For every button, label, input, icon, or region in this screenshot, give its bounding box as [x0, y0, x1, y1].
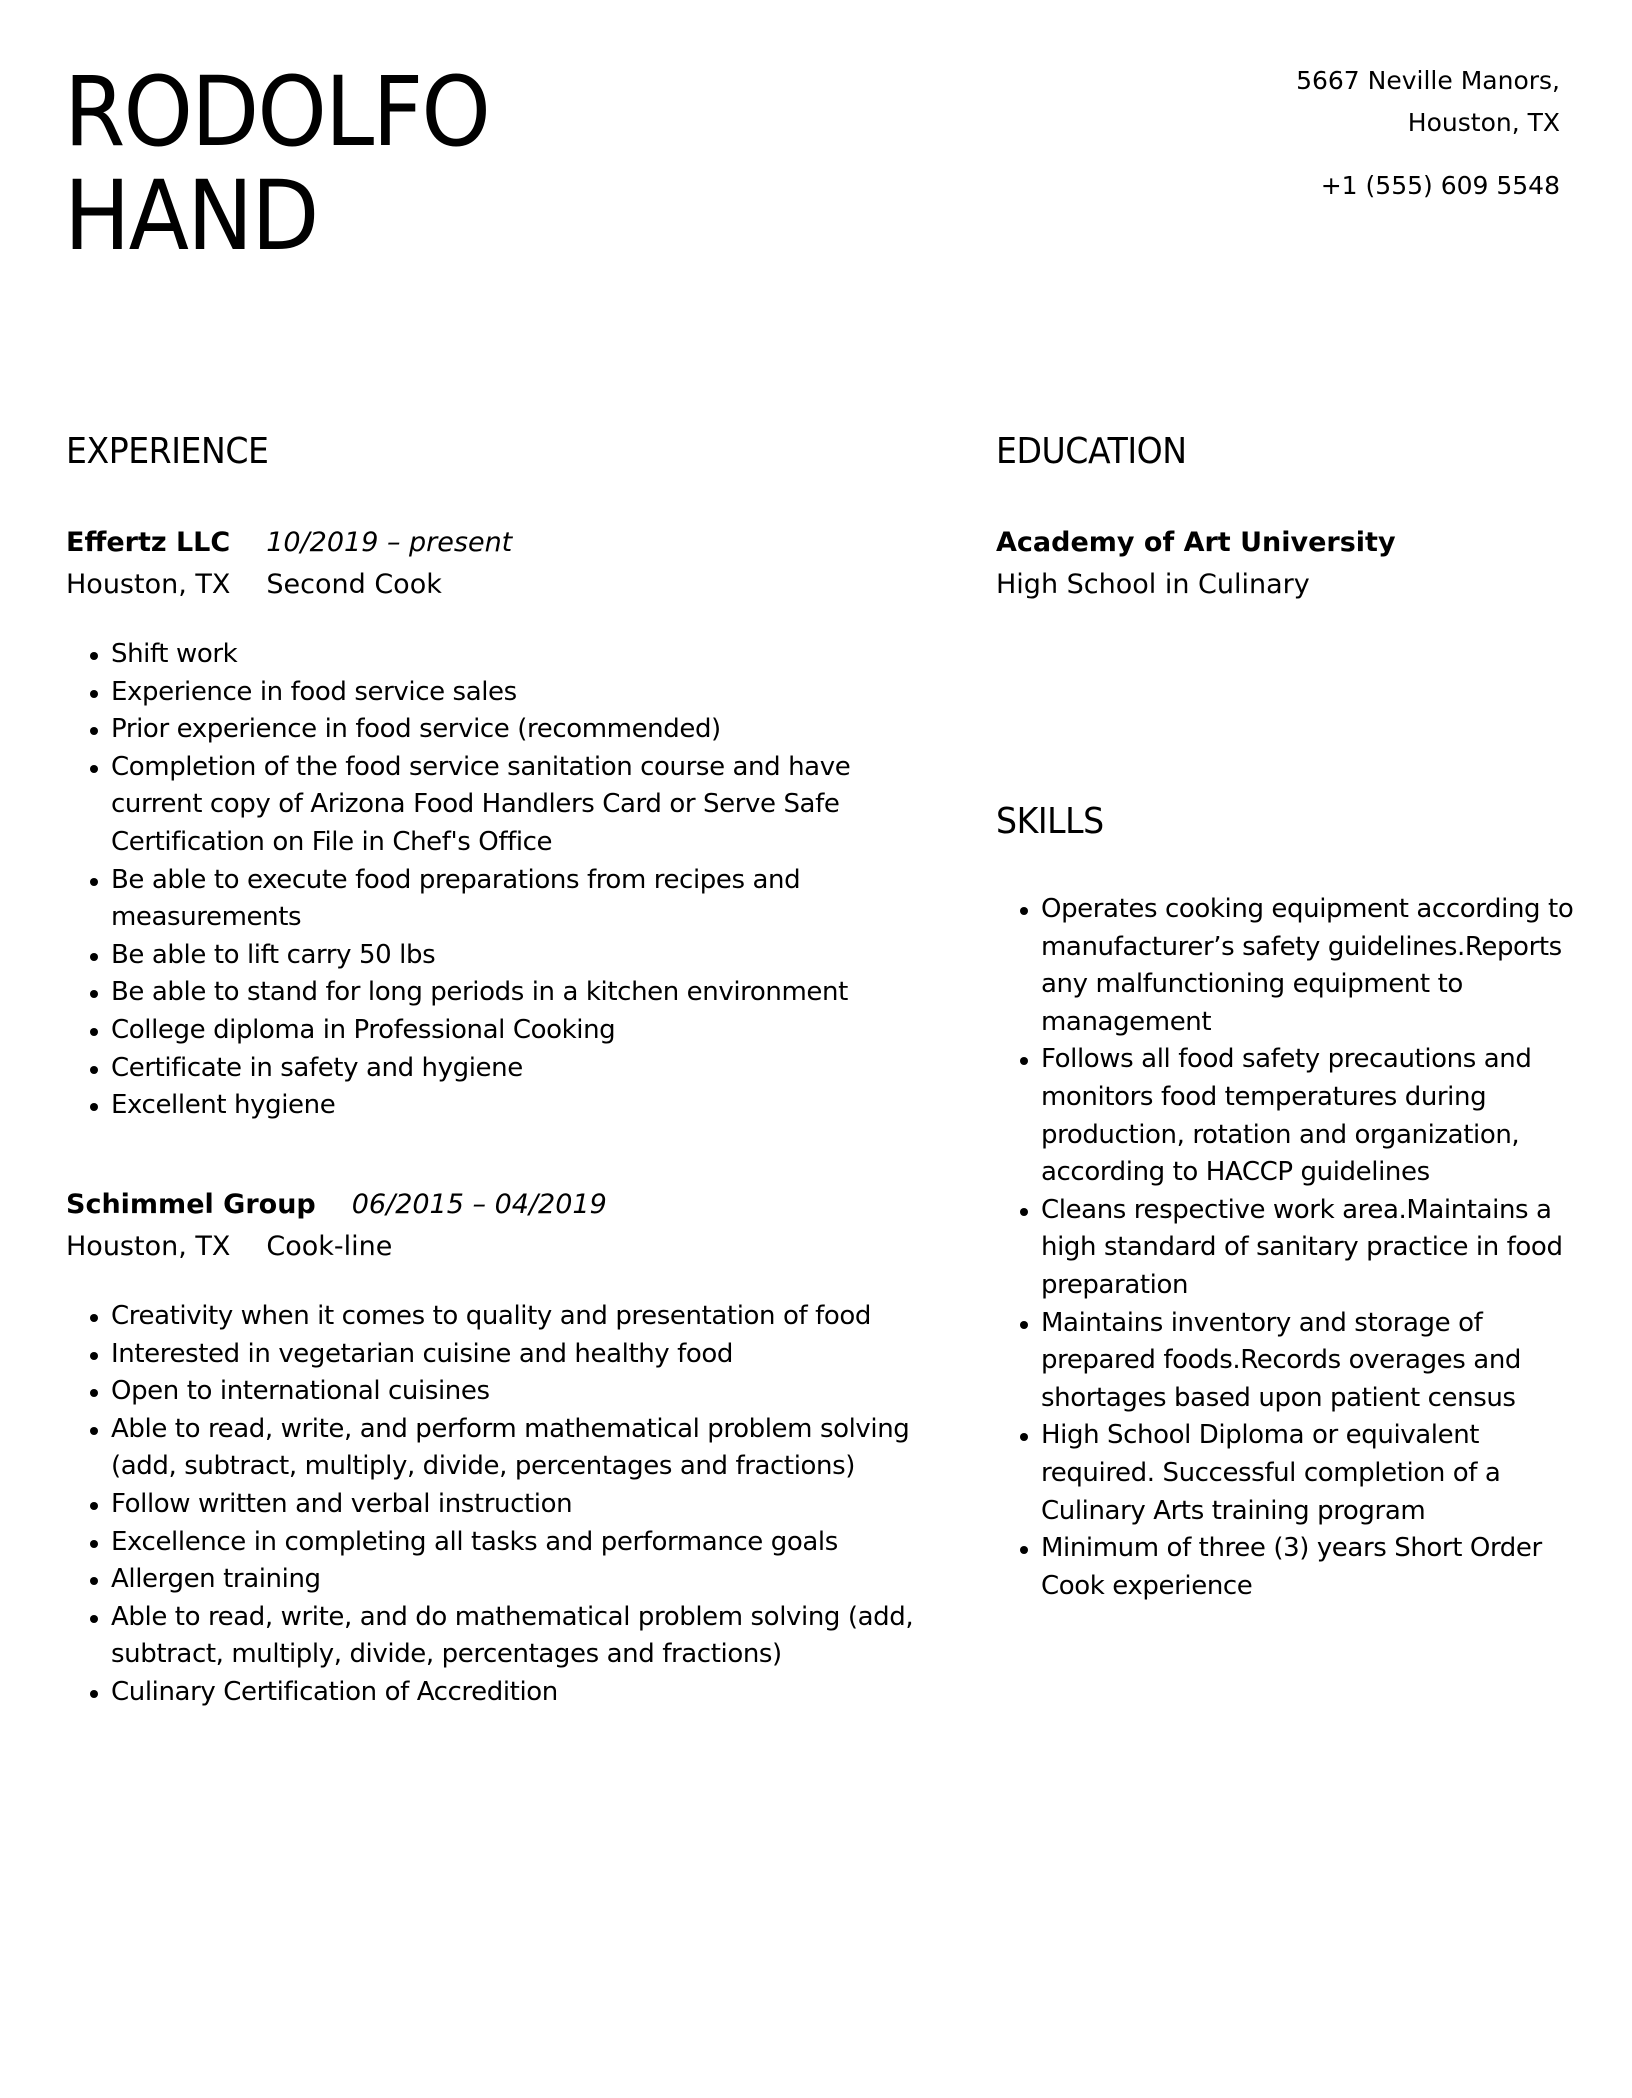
- name-line-last: HAND: [64, 160, 318, 272]
- address-line-1: 5667 Neville Manors,: [1296, 66, 1560, 95]
- education-heading: EDUCATION: [996, 431, 1187, 472]
- job-bullet: Be able to stand for long periods in a kitchen environment: [66, 974, 946, 1012]
- job-bullet: College diploma in Professional Cooking: [66, 1012, 946, 1050]
- education-entry: [996, 522, 1576, 606]
- skill-item: High School Diploma or equivalent required. Successful completion of a Culinary Arts training program: [996, 1417, 1576, 1530]
- job-bullet: Excellence in completing all tasks and performance goals: [66, 1524, 946, 1562]
- job-bullet-list: [66, 1298, 946, 1712]
- job-location: Houston, TX: [66, 569, 231, 600]
- job-bullet: Allergen training: [66, 1561, 946, 1599]
- job-bullet: Completion of the food service sanitation course and have current copy of Arizona Food Handlers Card or Serve Safe Certification on File in Chef's Office: [66, 749, 946, 862]
- phone-number: +1 (555) 609 5548: [1320, 171, 1560, 200]
- job-bullet: Follow written and verbal instruction: [66, 1486, 946, 1524]
- job-bullet: Creativity when it comes to quality and presentation of food: [66, 1298, 946, 1336]
- job-entry: [66, 522, 946, 606]
- job-entry: [66, 1184, 946, 1268]
- job-bullet-list: [66, 636, 946, 1125]
- skill-item: Follows all food safety precautions and monitors food temperatures during production, rotation and organization, according to HACCP guidelines: [996, 1041, 1576, 1191]
- job-role: Second Cook: [266, 569, 442, 600]
- experience-heading: EXPERIENCE: [66, 431, 269, 472]
- contact-info: [1296, 60, 1560, 207]
- job-company: Effertz LLC: [66, 527, 231, 558]
- skills-list: [996, 891, 1576, 1605]
- job-role: Cook-line: [266, 1231, 393, 1262]
- job-bullet: Able to read, write, and perform mathematical problem solving (add, subtract, multiply, divide, percentages and fractions): [66, 1411, 946, 1486]
- school-name: Academy of Art University: [996, 527, 1396, 558]
- skills-heading: SKILLS: [996, 801, 1104, 842]
- skill-item: Minimum of three (3) years Short Order Cook experience: [996, 1530, 1576, 1605]
- skill-item: Operates cooking equipment according to manufacturer’s safety guidelines.Reports any malfunctioning equipment to management: [996, 891, 1576, 1041]
- skill-item: Maintains inventory and storage of prepared foods.Records overages and shortages based upon patient census: [996, 1305, 1576, 1418]
- job-bullet: Interested in vegetarian cuisine and healthy food: [66, 1336, 946, 1374]
- job-bullet: Prior experience in food service (recommended): [66, 711, 946, 749]
- job-bullet: Open to international cuisines: [66, 1373, 946, 1411]
- job-bullet: Be able to lift carry 50 lbs: [66, 937, 946, 975]
- job-bullet: Able to read, write, and do mathematical problem solving (add, subtract, multiply, divide, percentages and fractions): [66, 1599, 946, 1674]
- job-bullet: Experience in food service sales: [66, 674, 946, 712]
- job-bullet: Shift work: [66, 636, 946, 674]
- name-line-first: RODOLFO: [64, 56, 490, 168]
- job-dates: 06/2015 – 04/2019: [351, 1189, 607, 1220]
- address-line-2: Houston, TX: [1407, 108, 1560, 137]
- job-bullet: Excellent hygiene: [66, 1087, 946, 1125]
- candidate-name: [64, 56, 490, 272]
- job-bullet: Certificate in safety and hygiene: [66, 1050, 946, 1088]
- job-bullet: Culinary Certification of Accredition: [66, 1674, 946, 1712]
- job-company: Schimmel Group: [66, 1189, 316, 1220]
- job-bullet: Be able to execute food preparations from recipes and measurements: [66, 862, 946, 937]
- skill-item: Cleans respective work area.Maintains a high standard of sanitary practice in food preparation: [996, 1192, 1576, 1305]
- job-dates: 10/2019 – present: [266, 527, 513, 558]
- job-location: Houston, TX: [66, 1231, 231, 1262]
- degree: High School in Culinary: [996, 569, 1310, 600]
